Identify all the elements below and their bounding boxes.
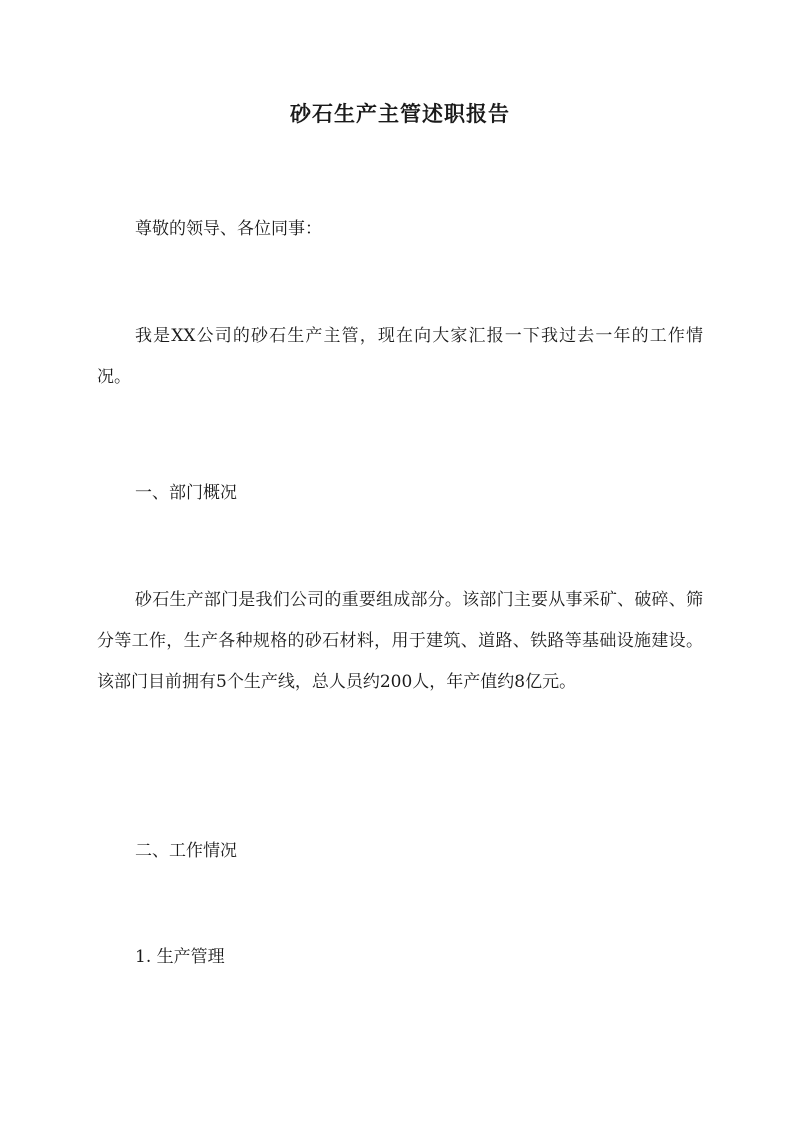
document-title: 砂石生产主管述职报告 bbox=[290, 101, 510, 126]
greeting: 尊敬的领导、各位同事： bbox=[135, 219, 322, 239]
intro-paragraph: 我是XX公司的砂石生产主管，现在向大家汇报一下我过去一年的工作情况。 bbox=[97, 326, 703, 387]
section-heading-work-status: 二、工作情况 bbox=[135, 841, 237, 861]
department-overview-paragraph: 砂石生产部门是我们公司的重要组成部分。该部门主要从事采矿、破碎、筛分等工作，生产各种规格的砂石材料，用于建筑、道路、铁路等基础设施建设。该部门目前拥有5个生产线，总人员约200人，年产值约8亿元。 bbox=[97, 590, 703, 692]
section-heading-department-overview: 一、部门概况 bbox=[135, 483, 237, 503]
subheading-production-management: 1. 生产管理 bbox=[135, 947, 225, 967]
